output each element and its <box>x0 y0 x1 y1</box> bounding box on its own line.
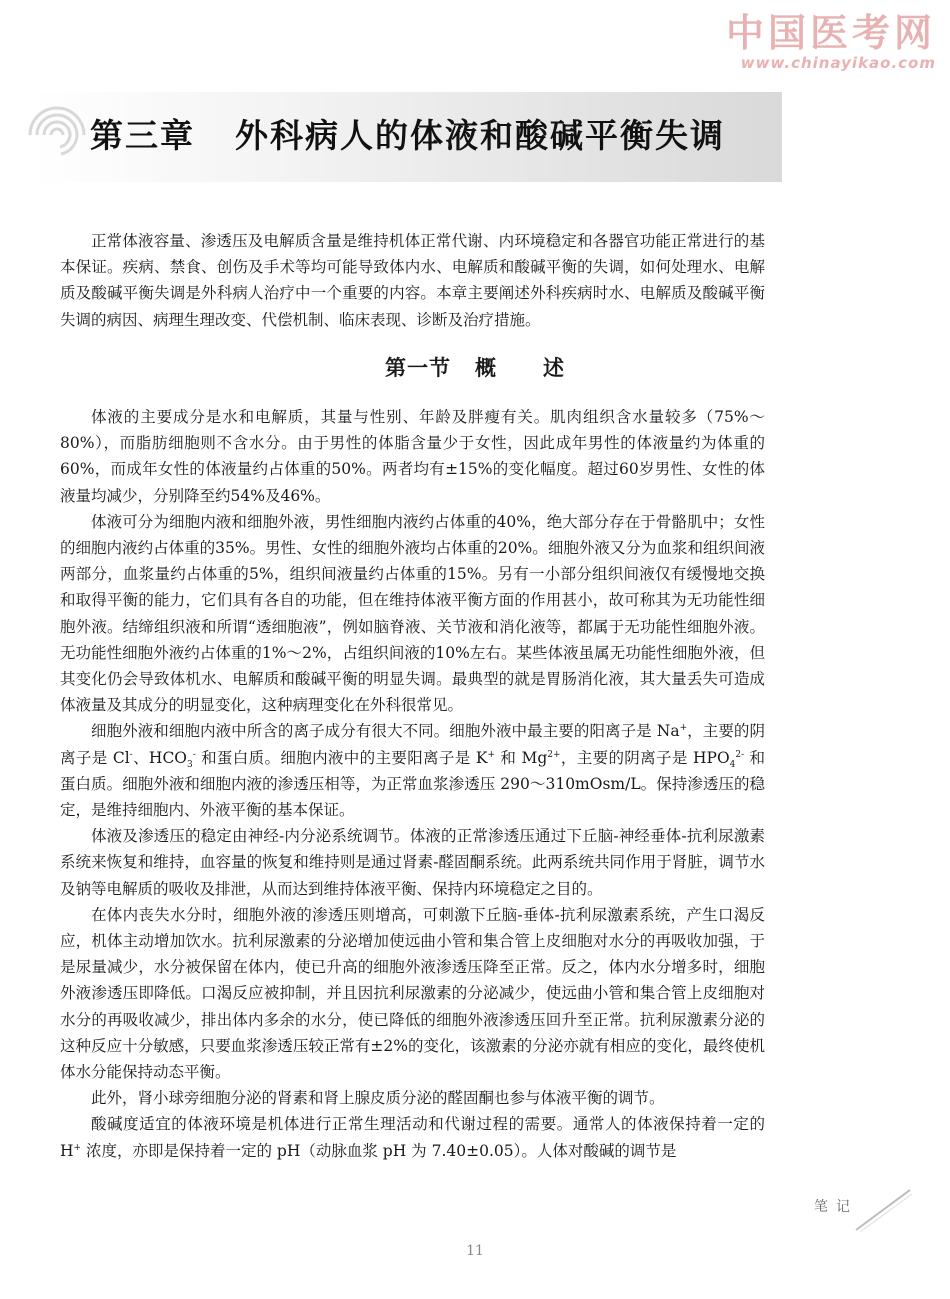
p3-sup: 2+ <box>547 749 561 760</box>
section-title <box>0 352 950 382</box>
chapter-number: 第三章 <box>90 116 195 155</box>
p3-text: 和蛋白质。细胞内液中的主要阳离子是 K <box>195 748 488 767</box>
p3-sub: 3 <box>187 759 193 770</box>
p3-sup: 2- <box>735 749 745 760</box>
chapter-title <box>90 110 725 157</box>
pen-icon <box>806 1186 916 1236</box>
intro-block <box>60 228 765 333</box>
notes-margin <box>806 1186 916 1236</box>
spiral-ornament-icon <box>22 100 92 170</box>
p3-sup: + <box>487 749 496 760</box>
paragraph-3 <box>60 718 765 823</box>
p3-text: ，主要的阴离子是 Cl <box>60 722 765 767</box>
p3-sub: 4 <box>729 759 736 770</box>
page-number: 11 <box>466 1243 484 1259</box>
p7-text: 浓度，亦即是保持着一定的 pH（动脉血浆 pH 为 7.40±0.05）。人体对酸碱的调节是 <box>81 1141 677 1160</box>
p3-text: 、HCO <box>132 748 188 767</box>
paragraph-2: 体液可分为细胞内液和细胞外液，男性细胞内液约占体重的40%，绝大部分存在于骨骼肌中；女性的细胞内液约占体重的35%。男性、女性的细胞外液均占体重的20%。细胞外液又分为血浆和组织间液两部分，血浆量约占体重的5%，组织间液量约占体重的15%。另有一小部分组织间液仅有缓慢地交换和取得平衡的能力，它们具有各自的功能，但在维持体液平衡方面的作用甚小，故可称其为无功能性细胞外液。结缔组织液和所谓“透细胞液”，例如脑脊液、关节液和消化液等，都属于无功能性细胞外液。无功能性细胞外液约占体重的1%～2%，占组织间液的10%左右。某些体液虽属无功能性细胞外液，但其变化仍会导致体机水、电解质和酸碱平衡的明显失调。最典型的就是胃肠消化液，其大量丢失可造成体液量及其成分的明显变化，这种病理变化在外科很常见。 <box>60 512 765 715</box>
body-text <box>60 404 765 1164</box>
chapter-header <box>30 92 782 182</box>
paragraph-4: 体液及渗透压的稳定由神经-内分泌系统调节。体液的正常渗透压通过下丘脑-神经垂体-抗利尿激素系统来恢复和维持，血容量的恢复和维持则是通过肾素-醛固酮系统。此两系统共同作用于肾脏，调节水及钠等电解质的吸收及排泄，从而达到维持体液平衡、保持内环境稳定之目的。 <box>60 827 765 898</box>
p3-text: 和蛋白质。细胞外液和细胞内液的渗透压相等，为正常血浆渗透压 290～310mOsm/L。保持渗透压的稳定，是维持细胞内、外液平衡的基本保证。 <box>60 748 765 820</box>
p3-sup: - <box>129 749 133 760</box>
paragraph-6: 此外，肾小球旁细胞分泌的肾素和肾上腺皮质分泌的醛固酮也参与体液平衡的调节。 <box>91 1089 665 1108</box>
paragraph-1: 体液的主要成分是水和电解质，其量与性别、年龄及胖瘦有关。肌肉组织含水量较多（75%～80%），而脂肪细胞则不含水分。由于男性的体脂含量少于女性，因此成年男性的体液量约为体重的60%，而成年女性的体液量约占体重的50%。两者均有±15%的变化幅度。超过60岁男性、女性的体液量均减少，分别降至约54%及46%。 <box>60 408 765 505</box>
p7-text: 酸碱度适宜的体液环境是机体进行正常生理活动和代谢过程的需要。通常人的体液保持着一定的 H <box>60 1115 765 1160</box>
chapter-name: 外科病人的体液和酸碱平衡失调 <box>235 116 725 155</box>
section-name-part1: 概 <box>475 355 497 380</box>
notes-label: 笔记 <box>814 1199 858 1215</box>
paragraph-7 <box>60 1111 765 1163</box>
paragraph-5: 在体内丧失水分时，细胞外液的渗透压则增高，可刺激下丘脑-垂体-抗利尿激素系统，产生口渴反应，机体主动增加饮水。抗利尿激素的分泌增加使远曲小管和集合管上皮细胞对水分的再吸收加强，于是尿量减少，水分被保留在体内，使已升高的细胞外液渗透压降至正常。反之，体内水分增多时，细胞外液渗透压即降低。口渴反应被抑制，并且因抗利尿激素的分泌减少，使远曲小管和集合管上皮细胞对水分的再吸收减少，排出体内多余的水分，使已降低的细胞外液渗透压回升至正常。抗利尿激素分泌的这种反应十分敏感，只要血浆渗透压较正常有±2%的变化，该激素的分泌亦就有相应的变化，最终使机体水分能保持动态平衡。 <box>60 905 765 1082</box>
p3-sup: - <box>192 749 196 760</box>
p3-text: ，主要的阴离子是 HPO <box>560 748 730 767</box>
p7-sup: + <box>73 1142 82 1153</box>
section-name-part2: 述 <box>543 355 565 380</box>
section-number: 第一节 <box>385 355 451 380</box>
intro-paragraph: 正常体液容量、渗透压及电解质含量是维持机体正常代谢、内环境稳定和各器官功能正常进行的基本保证。疾病、禁食、创伤及手术等均可能导致体内水、电解质和酸碱平衡的失调，如何处理水、电解质及酸碱平衡失调是外科病人治疗中一个重要的内容。本章主要阐述外科疾病时水、电解质及酸碱平衡失调的病因、病理生理改变、代偿机制、临床表现、诊断及治疗措施。 <box>60 232 765 329</box>
watermark-title: 中国医考网 <box>725 11 936 55</box>
p3-sup: + <box>679 723 688 734</box>
p3-text: 细胞外液和细胞内液中所含的离子成分有很大不同。细胞外液中最主要的阳离子是 Na <box>91 722 680 741</box>
watermark-logo <box>716 12 936 72</box>
p3-text: 和 Mg <box>495 748 548 767</box>
watermark-url: www.chinayikao.com <box>740 54 936 72</box>
